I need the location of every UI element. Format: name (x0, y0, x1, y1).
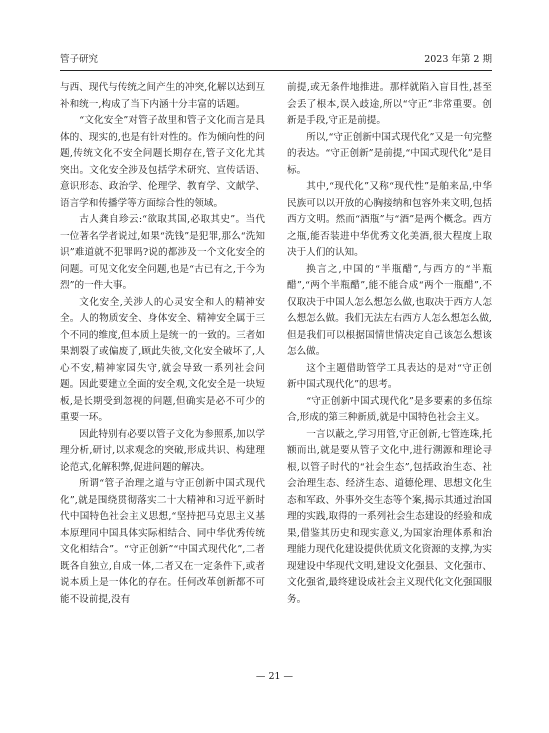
paragraph: 这个主题借助管学工具表达的是对“守正创新中国式现代化”的思考。 (287, 362, 492, 390)
paragraph: 与西、现代与传统之间产生的冲突,化解以达到互补和统一,构成了当下内涵十分丰富的话题。 (60, 82, 265, 110)
paragraph: 所谓“管子治理之道与守正创新中国式现代化”,就是围绕贯彻落实二十大精神和习近平新时代中国特色社会主义思想,“坚持把马克思主义基本原理同中国具体实际相结合、同中华优秀传统文化相结合”。“守正创新”“中国式现代化”,二者既各自独立,自成一体,二者又在一定条件下,或者说本质上是一体化的存在。任何改革创新都不可能不设前提,没有 (60, 478, 265, 605)
right-column (287, 80, 492, 608)
paragraph: 前提,或无条件地推进。那样就陷入盲目性,甚至会丢了根本,误入歧途,所以“守正”非常重要。创新是手段,守正是前提。 (287, 82, 492, 126)
header-rule (60, 70, 492, 71)
paragraph: “文化安全”对管子故里和管子文化而言是具体的、现实的,也是有针对性的。作为倾向性的问题,传统文化不安全问题长期存在,管子文化尤其突出。文化安全涉及包括学术研究、宣传话语、意识形态、政治学、伦理学、教育学、文献学、语言学和传播学等方面综合性的领域。 (60, 115, 265, 209)
running-header (60, 52, 492, 68)
paragraph: 所以,“守正创新中国式现代化”又是一句完整的表达。“守正创新”是前提,“中国式现代化”是目标。 (287, 131, 492, 176)
paragraph: 其中,“现代化”又称“现代性”是舶来品,中华民族可以以开放的心胸接纳和包容外来文明,包括西方文明。然而“酒瓶”与“酒”是两个概念。西方之瓶,能否装进中华优秀文化美酒,很大程度上取决于人们的认知。 (287, 181, 492, 258)
page-number: — 21 — (255, 671, 294, 682)
paragraph: “守正创新中国式现代化”是多要素的多伍综合,形成的第三种新质,就是中国特色社会主义。 (287, 395, 492, 423)
journal-name: 管子研究 (60, 54, 99, 65)
paragraph: 文化安全,关涉人的心灵安全和人的精神安全。人的物质安全、身体安全、精神安全属于三个不同的维度,但本质上是统一的一致的。三者如果割裂了或偏废了,顾此失彼,文化安全破坏了,人心不安,精神家园失守,就会导致一系列社会问题。因此要建立全面的安全观,文化安全是一块短板,是长期受到忽视的问题,但确实是必不可少的重要一环。 (60, 296, 265, 423)
paragraph: 一言以蔽之,学习用管,守正创新,七管连珠,托额而出,就是要从管子文化中,进行溯源和理论寻根,以管子时代的“社会生态”,包括政治生态、社会治理生态、经济生态、道德伦理、思想文化生态和军政、外事外交生态等个案,揭示其通过治国理的实践,取得的一系列社会生态建设的经验和成果,借鉴其历史和现实意义,为国家治理体系和治理能力现代化建设提供优质文化资源的支撑,为实现建设中华现代文明,建设文化强县、文化强市、文化强省,最终建设成社会主义现代化文化强国服务。 (287, 428, 492, 605)
issue-label: 2023 年第 2 期 (424, 54, 492, 65)
paragraph: 古人龚自珍云:“欲取其国,必取其史”。当代一位著名学者说过,如果“洗钱”是犯罪,那么“洗知识”难道就不犯罪吗?说的都涉及一个文化安全的问题。可见文化安全问题,也是“古已有之,于今为烈”的一件大事。 (60, 214, 265, 291)
left-column (60, 80, 265, 608)
paragraph: 换言之,中国的“半瓶醋”,与西方的“半瓶醋”,“两个半瓶醋”,能不能合成“两个一瓶醋”,不仅取决于中国人怎么想怎么做,也取决于西方人怎么想怎么做。我们无法左右西方人怎么想怎么做,但是我们可以根据国情世情决定自己该怎么想该怎么做。 (287, 263, 492, 357)
paragraph: 因此特别有必要以管子文化为参照系,加以学理分析,研讨,以求观念的突破,形成共识、构建理论范式,化解积弊,促进问题的解决。 (60, 428, 265, 473)
